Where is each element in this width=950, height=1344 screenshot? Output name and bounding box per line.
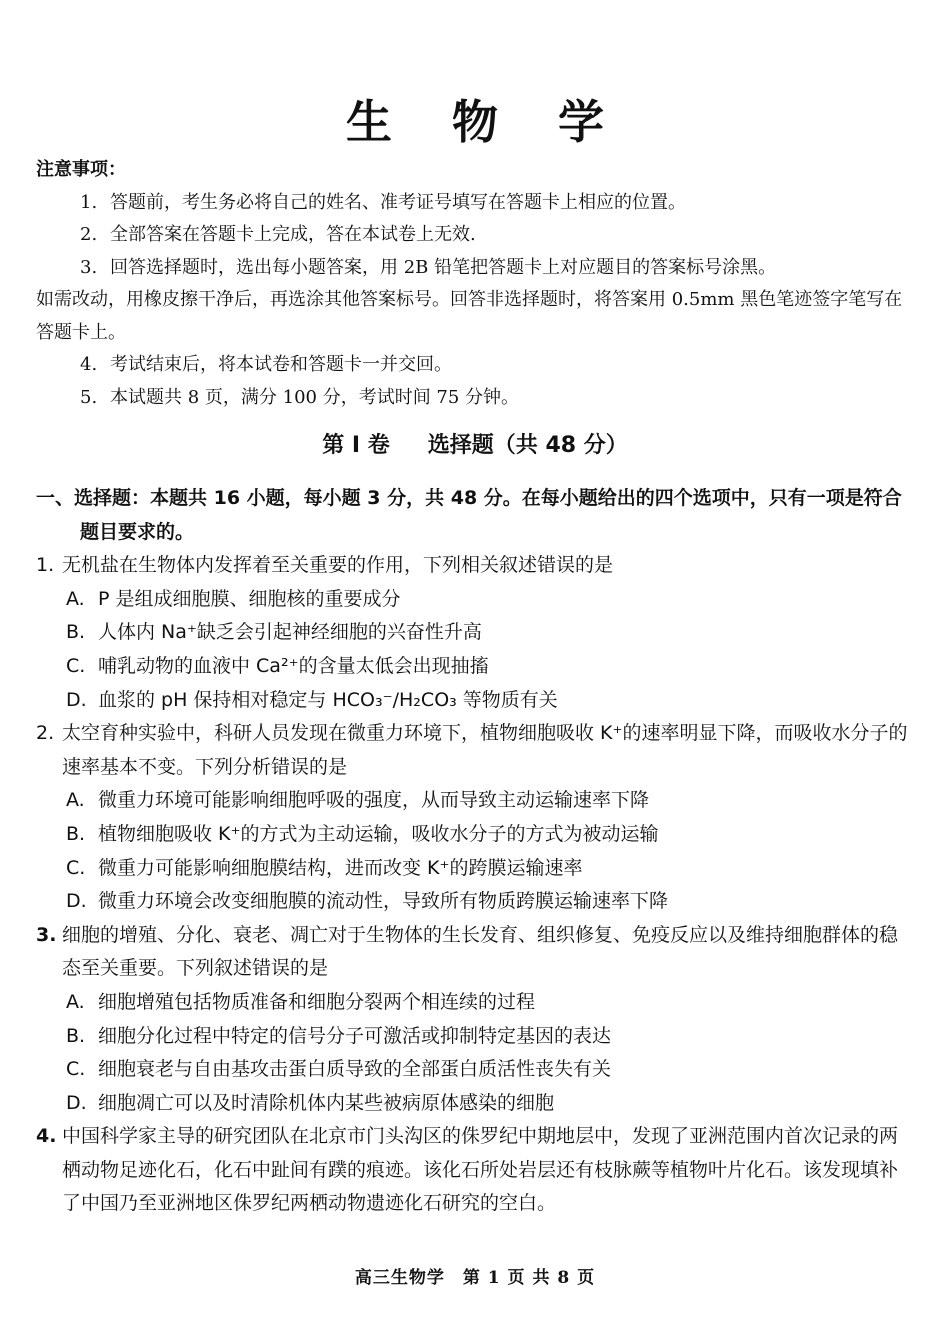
question-3-stem [36, 919, 912, 986]
option-label: C. [66, 654, 86, 677]
notice-item-3-continuation: 如需改动，用橡皮擦干净后，再选涂其他答案标号。回答非选择题时，将答案用 0.5mm 黑色笔迹签字笔写在答题卡上。 [36, 289, 903, 343]
option-text: 植物细胞吸收 K⁺的方式为主动运输，吸收水分子的方式为被动运输 [98, 822, 659, 845]
section-part-label: 第 I 卷 [322, 433, 390, 458]
option-label: A. [66, 587, 85, 610]
option-label: C. [66, 856, 86, 879]
question-1-option-b [36, 616, 912, 650]
question-3-option-d [36, 1087, 912, 1121]
notice-item-number: 1. [80, 191, 98, 213]
notice-item-4 [36, 349, 912, 382]
option-text: 细胞衰老与自由基攻击蛋白质导致的全部蛋白质活性丧失有关 [98, 1058, 612, 1081]
notice-item-2 [36, 219, 912, 252]
question-number: 2. [36, 722, 55, 745]
notice-section [36, 154, 912, 414]
option-label: B. [66, 1024, 86, 1047]
question-2-option-d [36, 885, 912, 919]
notice-item-3 [36, 252, 912, 285]
notice-item-text: 考试结束后，将本试卷和答题卡一并交回。 [110, 354, 452, 375]
notice-item-number: 2. [80, 224, 98, 245]
option-text: 人体内 Na⁺缺乏会引起神经细胞的兴奋性升高 [98, 621, 482, 644]
question-1-stem [36, 549, 912, 583]
notice-item-text: 全部答案在答题卡上完成，答在本试卷上无效. [110, 224, 476, 245]
question-3-option-a [36, 986, 912, 1020]
question-text: 太空育种实验中，科研人员发现在微重力环境下，植物细胞吸收 K⁺的速率明显下降，而吸收水分子的速率基本不变。下列分析错误的是 [62, 722, 908, 778]
notice-item-1 [36, 187, 912, 220]
option-label: B. [66, 621, 86, 644]
questions-section [36, 482, 912, 1221]
option-text: 微重力可能影响细胞膜结构，进而改变 K⁺的跨膜运输速率 [98, 856, 583, 879]
notice-item-text: 本试题共 8 页，满分 100 分，考试时间 75 分钟。 [110, 386, 520, 408]
option-label: C. [66, 1058, 86, 1081]
question-number: 4. [36, 1125, 57, 1148]
question-2-option-a [36, 784, 912, 818]
question-1-option-c [36, 650, 912, 684]
section-title [0, 426, 950, 466]
option-text: P 是组成细胞膜、细胞核的重要成分 [98, 587, 401, 610]
page-title: 生 物 学 [345, 95, 627, 149]
notice-item-text: 回答选择题时，选出每小题答案，用 2B 铅笔把答题卡上对应题目的答案标号涂黑。 [110, 256, 777, 278]
option-label: D. [66, 890, 87, 913]
question-2-option-b [36, 818, 912, 852]
part-heading: 一、选择题：本题共 16 小题，每小题 3 分，共 48 分。在每小题给出的四个选项中，只有一项是符合题目要求的。 [36, 487, 902, 543]
page-footer: 高三生物学 第 1 页 共 8 页 [354, 1268, 596, 1288]
option-text: 哺乳动物的血液中 Ca²⁺的含量太低会出现抽搐 [98, 654, 489, 677]
notice-heading: 注意事项： [36, 159, 126, 180]
notice-item-number: 4. [80, 354, 98, 375]
question-2-option-c [36, 852, 912, 886]
question-1-option-a [36, 583, 912, 617]
option-label: A. [66, 789, 85, 812]
question-text: 无机盐在生物体内发挥着至关重要的作用，下列相关叙述错误的是 [62, 554, 614, 577]
option-text: 细胞增殖包括物质准备和细胞分裂两个相连续的过程 [98, 990, 536, 1013]
option-text: 微重力环境会改变细胞膜的流动性，导致所有物质跨膜运输速率下降 [98, 890, 669, 913]
notice-item-number: 5. [80, 386, 98, 408]
question-number: 1. [36, 554, 55, 577]
option-text: 细胞凋亡可以及时清除机体内某些被病原体感染的细胞 [98, 1091, 555, 1114]
option-label: B. [66, 822, 86, 845]
option-text: 微重力环境可能影响细胞呼吸的强度，从而导致主动运输速率下降 [98, 789, 650, 812]
question-3-option-b [36, 1020, 912, 1054]
question-text: 细胞的增殖、分化、衰老、凋亡对于生物体的生长发育、组织修复、免疫反应以及维持细胞群体的稳态至关重要。下列叙述错误的是 [62, 923, 899, 980]
question-4-stem [36, 1120, 912, 1221]
option-label: A. [66, 990, 85, 1013]
notice-item-5 [36, 382, 912, 415]
question-text: 中国科学家主导的研究团队在北京市门头沟区的侏罗纪中期地层中，发现了亚洲范围内首次记录的两栖动物足迹化石，化石中趾间有蹼的痕迹。该化石所处岩层还有枝脉蕨等植物叶片化石。该发现填补了中国乃至亚洲地区侏罗纪两栖动物遗迹化石研究的空白。 [62, 1125, 899, 1215]
option-label: D. [66, 1091, 87, 1114]
notice-item-text: 答题前，考生务必将自己的姓名、准考证号填写在答题卡上相应的位置。 [110, 191, 686, 213]
notice-item-number: 3. [80, 256, 98, 278]
question-3-option-c [36, 1053, 912, 1087]
question-2-stem [36, 717, 912, 784]
question-1-option-d [36, 684, 912, 718]
option-text: 血浆的 pH 保持相对稳定与 HCO₃⁻/H₂CO₃ 等物质有关 [98, 688, 558, 711]
section-name: 选择题（共 48 分） [427, 433, 628, 458]
question-number: 3. [36, 923, 57, 946]
option-text: 细胞分化过程中特定的信号分子可激活或抑制特定基因的表达 [98, 1024, 612, 1047]
option-label: D. [66, 688, 87, 711]
